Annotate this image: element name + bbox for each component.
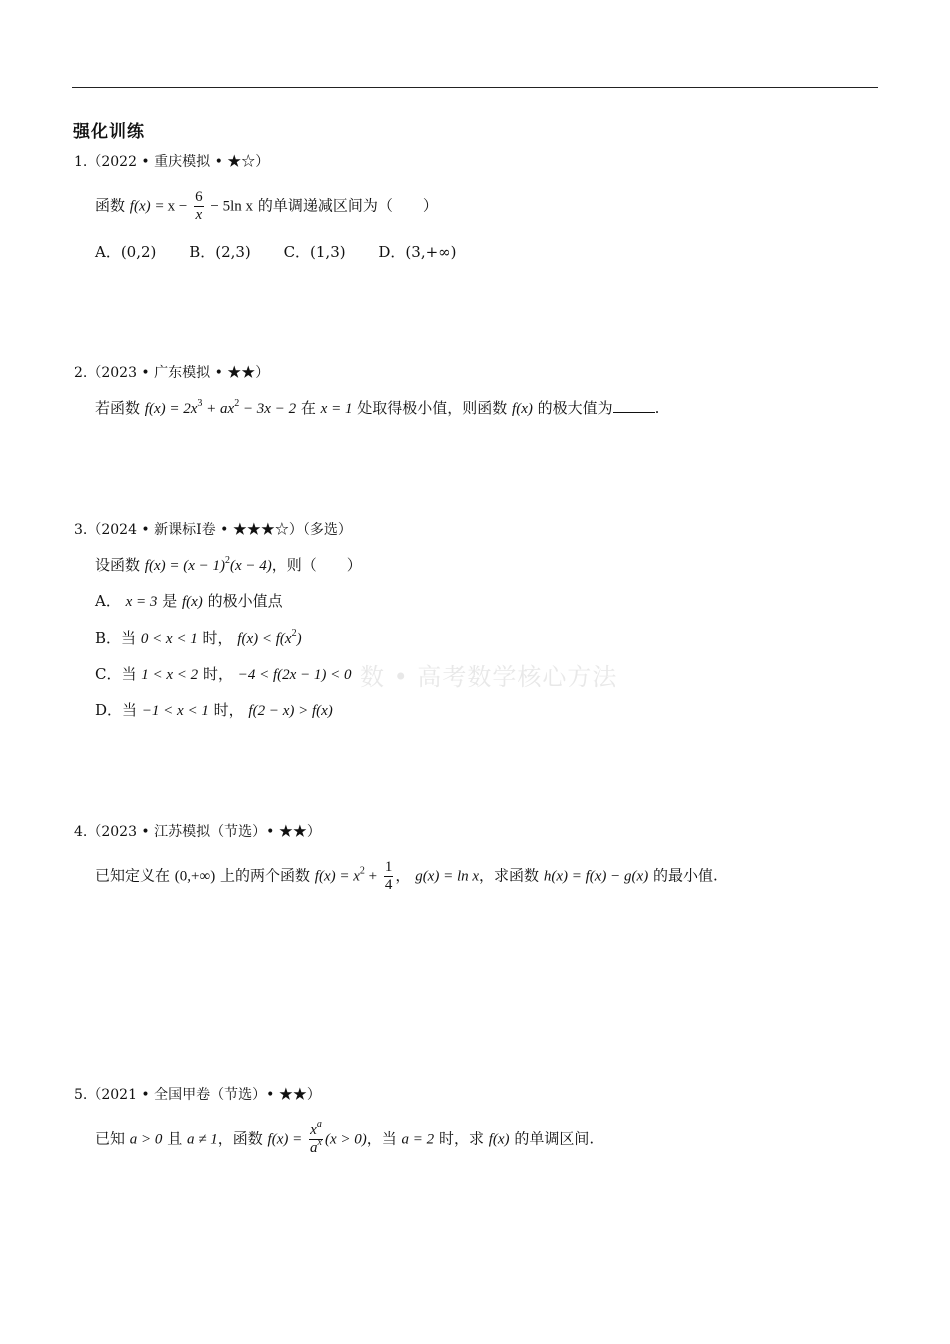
q3-opt-d-label: D．当 — [95, 701, 138, 719]
q1-option-c[interactable]: C．(1,3) — [283, 243, 346, 261]
q1-option-b[interactable]: B．(2,3) — [189, 243, 251, 261]
q5-num-exp: a — [316, 1119, 322, 1130]
q3-stem-exp: 2 — [225, 555, 231, 566]
q3-opt-c-t: 时， — [202, 665, 233, 683]
q2-mid1: + ax — [202, 401, 235, 417]
q3-stem-post: ，则（ ） — [271, 556, 362, 574]
q2-exp-3: 3 — [197, 398, 203, 409]
watermark: 数 • 高考数学核心方法 — [360, 663, 618, 691]
q1-fraction — [194, 189, 204, 224]
q4-h: h(x) = f(x) − g(x) — [543, 868, 649, 885]
q2-fx2: f(x) — [512, 401, 533, 417]
q4-stem — [95, 859, 718, 894]
q3-opt-d-math2: f(2 − x) > f(x) — [248, 703, 333, 719]
q2-txt2: 处取得极小值，则函数 — [357, 399, 508, 417]
q1-stem-pre: 函数 — [95, 196, 126, 215]
q2-answer-blank[interactable] — [613, 398, 655, 413]
q3-option-c[interactable] — [95, 664, 352, 685]
q3-opt-b-t: 时， — [202, 629, 233, 647]
q5-a2: a ≠ 1 — [187, 1131, 218, 1148]
q1-eq-b: − 5ln x — [210, 198, 254, 215]
q4-comma: ， — [395, 866, 411, 885]
q3-option-a[interactable] — [95, 591, 283, 612]
q3-stem-math: f(x) = (x − 1) — [144, 558, 226, 574]
q1-stem-post: 的单调递减区间为（ ） — [257, 196, 438, 215]
q3-option-b[interactable] — [95, 628, 302, 649]
q2-pre: 若函数 — [95, 399, 141, 417]
q1-fx: f(x) — [129, 198, 151, 215]
q5-a3: a = 2 — [401, 1131, 435, 1148]
q4-f-exp: 2 — [359, 865, 365, 877]
q3-opt-d-t: 时， — [213, 701, 244, 719]
q4-t3: ，求函数 — [479, 866, 540, 885]
q4-t4: 的最小值. — [652, 866, 718, 885]
q3-opt-a-label: A． — [95, 592, 121, 610]
q2-stem — [95, 398, 659, 419]
q1-header: 1.（2022 • 重庆模拟 • ★☆） — [74, 154, 270, 170]
q5-f2: f(x) — [488, 1131, 510, 1148]
q4-header: 4.（2023 • 江苏模拟（节选）• ★★） — [74, 824, 321, 840]
q4-fraction — [384, 859, 394, 894]
q1-stem — [95, 189, 438, 224]
q3-opt-c-label: C．当 — [95, 665, 137, 683]
q2-end: . — [654, 399, 660, 417]
q4-f: f(x) = x — [314, 868, 360, 885]
q3-opt-a-math: x = 3 — [125, 594, 158, 610]
q2-exp-2: 2 — [234, 398, 240, 409]
q2-header: 2.（2023 • 广东模拟 • ★★） — [74, 365, 270, 381]
q5-frac-den — [309, 1137, 323, 1157]
q3-opt-b-math: 0 < x < 1 — [140, 631, 198, 647]
q5-t6: 的单调区间. — [514, 1129, 595, 1148]
q1-option-d[interactable]: D．(3,+∞) — [378, 243, 457, 261]
q3-opt-b-close: ) — [296, 631, 302, 647]
q1-frac-num: 6 — [195, 189, 203, 205]
q1-frac-den: x — [195, 207, 203, 223]
q1-option-a[interactable]: A．(0,2) — [95, 243, 157, 261]
q4-frac-den: 4 — [384, 877, 393, 893]
q3-stem — [95, 555, 362, 576]
q4-plus: + — [364, 868, 378, 885]
q5-den-exp: x — [317, 1137, 322, 1148]
q1-options — [95, 242, 485, 262]
q2-txt3: 的极大值为 — [537, 399, 613, 417]
q4-g: g(x) = ln x — [415, 868, 480, 885]
q2-fx: f(x) = 2x — [144, 401, 198, 417]
q3-opt-c-math2: −4 < f(2x − 1) < 0 — [237, 667, 352, 683]
q2-mid2: − 3x − 2 — [239, 401, 297, 417]
q4-t2: 上的两个函数 — [219, 866, 310, 885]
q3-opt-d-math: −1 < x < 1 — [141, 703, 209, 719]
q3-opt-b-exp: 2 — [291, 628, 297, 639]
q5-stem — [95, 1119, 595, 1157]
q3-opt-a-math2: f(x) — [181, 594, 203, 610]
q3-opt-a-t2: 的极小值点 — [207, 592, 283, 610]
top-rule — [72, 87, 878, 88]
q3-opt-c-math: 1 < x < 2 — [141, 667, 199, 683]
q5-t4: ，当 — [366, 1129, 397, 1148]
q4-domain: (0,+∞) — [174, 868, 216, 885]
q3-stem-math2: (x − 4) — [230, 558, 272, 574]
q5-header: 5.（2021 • 全国甲卷（节选）• ★★） — [74, 1087, 321, 1103]
q5-t1: 已知 — [95, 1129, 126, 1148]
q5-num-base: x — [310, 1122, 317, 1138]
q3-opt-a-t1: 是 — [162, 592, 178, 610]
q3-header: 3.（2024 • 新课标Ⅰ卷 • ★★★☆）（多选） — [74, 522, 352, 538]
section-title: 强化训练 — [73, 122, 145, 142]
q5-den-base: a — [310, 1140, 318, 1156]
q4-frac-num: 1 — [384, 859, 393, 875]
q3-opt-b-label: B．当 — [95, 629, 137, 647]
q5-f: f(x) = — [267, 1131, 303, 1148]
q2-txt1: 在 — [300, 399, 316, 417]
q3-stem-pre: 设函数 — [95, 556, 141, 574]
q5-t5: 时，求 — [438, 1129, 484, 1148]
q3-option-d[interactable] — [95, 700, 333, 721]
q4-t1: 已知定义在 — [95, 866, 171, 885]
q3-opt-b-math2: f(x) < f(x — [237, 631, 292, 647]
q5-t2: 且 — [167, 1129, 183, 1148]
q5-cond: (x > 0) — [324, 1131, 367, 1148]
q5-t3: ，函数 — [217, 1129, 263, 1148]
q1-eq-a: = x − — [155, 198, 188, 215]
q2-xeq: x = 1 — [320, 401, 353, 417]
q5-a1: a > 0 — [129, 1131, 163, 1148]
q5-fraction — [309, 1119, 323, 1157]
